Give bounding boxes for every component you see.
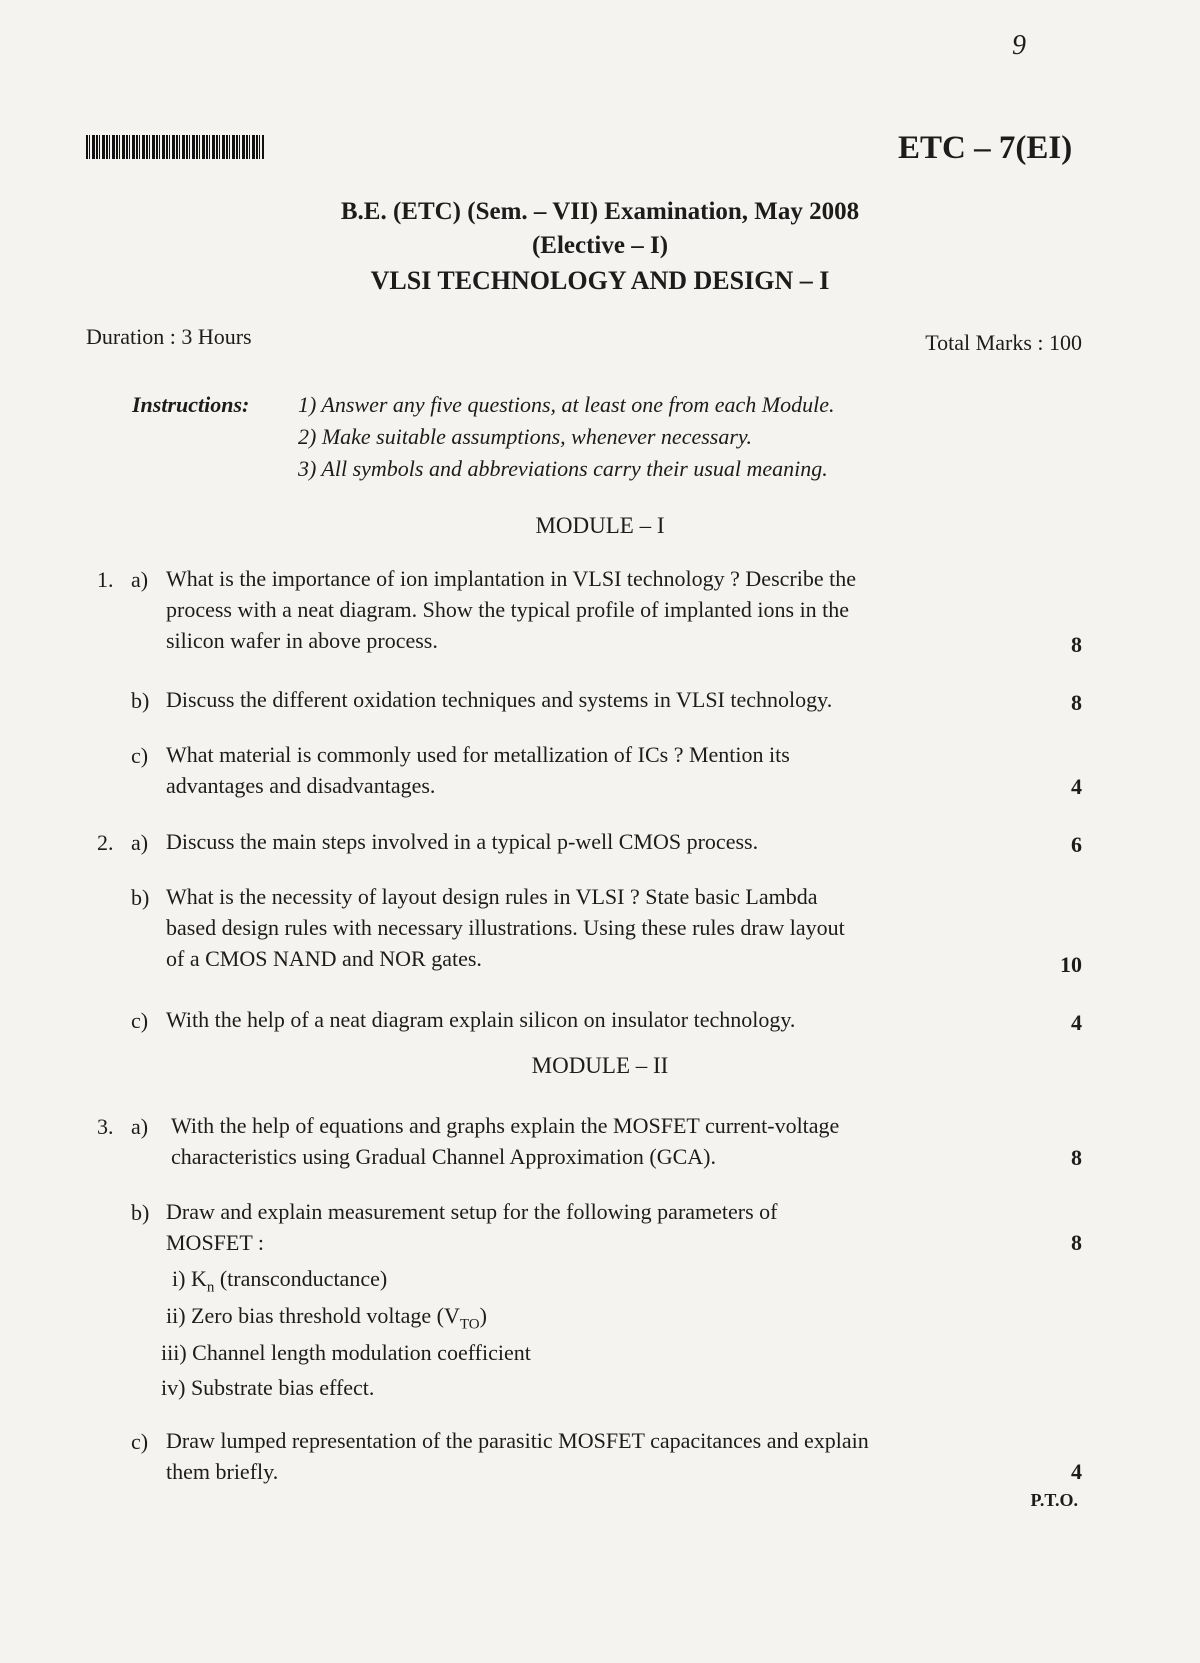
handwritten-page-number: 9 xyxy=(1012,30,1026,61)
module-2-title: MODULE – II xyxy=(531,1053,669,1078)
elective-label: (Elective – I) xyxy=(531,232,669,259)
part-label: a) xyxy=(131,830,149,855)
part-label: b) xyxy=(131,1200,150,1225)
subpart-i: i) $K_n$ (transconductance) xyxy=(172,1266,388,1296)
exam-title: B.E. (ETC) (Sem. – VII) Examination, May 2008 xyxy=(340,198,860,225)
duration: Duration : 3 Hours xyxy=(86,324,252,349)
question-2b: What is the necessity of layout design rules in VLSI ? State basic Lambda based design rules with necessary illustrations. Using these rules draw layout of a CMOS NAND and NOR gates. xyxy=(166,884,845,971)
question-1b: Discuss the different oxidation techniques and systems in VLSI technology. xyxy=(166,687,833,712)
instruction-item: 2) Make suitable assumptions, whenever necessary. xyxy=(298,424,752,449)
part-label: c) xyxy=(131,1429,149,1454)
barcode xyxy=(86,135,264,159)
instruction-item: 3) All symbols and abbreviations carry their usual meaning. xyxy=(298,456,828,481)
subpart-ii: ii) Zero bias threshold voltage $(V_{TO})$ xyxy=(166,1303,487,1333)
subpart-iii: iii) Channel length modulation coefficient xyxy=(161,1340,531,1365)
question-3a: With the help of equations and graphs explain the MOSFET current-voltage characteristics using Gradual Channel Approximation (GCA). xyxy=(171,1113,840,1169)
question-number: 1. xyxy=(97,567,114,592)
question-number: 3. xyxy=(97,1114,114,1139)
marks: 4 xyxy=(1071,1010,1082,1035)
marks: 8 xyxy=(1071,1230,1082,1255)
marks: 10 xyxy=(1060,952,1082,977)
part-label: b) xyxy=(131,688,150,713)
question-2a: Discuss the main steps involved in a typical p-well CMOS process. xyxy=(166,829,759,854)
marks: 4 xyxy=(1071,1459,1082,1484)
subject-title: VLSI TECHNOLOGY AND DESIGN – I xyxy=(370,266,830,295)
instructions-label: Instructions: xyxy=(132,392,250,417)
part-label: c) xyxy=(131,1008,149,1033)
pto-label: P.T.O. xyxy=(1030,1490,1078,1510)
question-2c: With the help of a neat diagram explain silicon on insulator technology. xyxy=(166,1007,796,1032)
question-1c: What material is commonly used for metallization of ICs ? Mention its advantages and disadvantages. xyxy=(166,742,790,798)
question-3b: Draw and explain measurement setup for the following parameters of MOSFET : xyxy=(166,1199,778,1255)
instruction-item: 1) Answer any five questions, at least one from each Module. xyxy=(298,392,835,417)
marks: 8 xyxy=(1071,690,1082,715)
marks: 6 xyxy=(1071,832,1082,857)
question-number: 2. xyxy=(97,830,114,855)
module-1-title: MODULE – I xyxy=(535,513,665,538)
marks: 8 xyxy=(1071,1145,1082,1170)
question-1a: What is the importance of ion implantation in VLSI technology ? Describe the process with a neat diagram. Show the typical profile of implanted ions in the silicon wafer in above process. xyxy=(166,566,856,653)
marks: 8 xyxy=(1071,632,1082,657)
paper-code: ETC – 7(EI) xyxy=(898,130,1073,166)
part-label: a) xyxy=(131,1114,149,1139)
marks: 4 xyxy=(1071,774,1082,799)
total-marks: Total Marks : 100 xyxy=(925,330,1082,355)
question-3c: Draw lumped representation of the parasitic MOSFET capacitances and explain them briefly. xyxy=(166,1428,869,1484)
part-label: a) xyxy=(131,567,149,592)
subpart-iv: iv) Substrate bias effect. xyxy=(161,1375,375,1400)
part-label: c) xyxy=(131,743,149,768)
part-label: b) xyxy=(131,885,150,910)
